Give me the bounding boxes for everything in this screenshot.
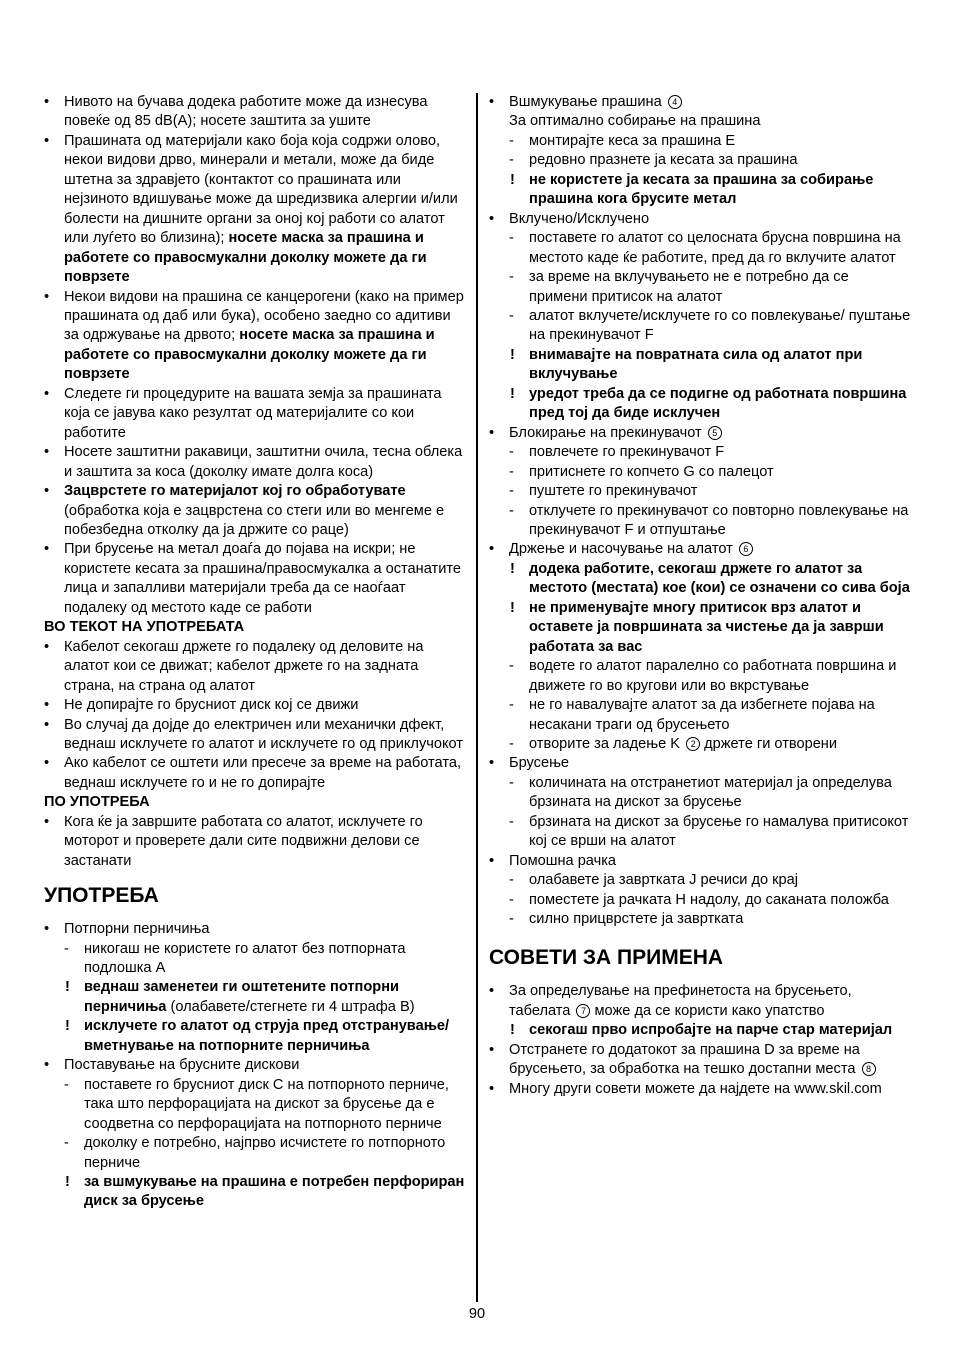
bullet-marker: • <box>44 697 50 714</box>
safety-list <box>44 93 466 871</box>
text-span: Ако кабелот се оштети или пресече за време на работата, веднаш исклучете го и не го допирајте <box>64 755 462 791</box>
text-span: Отстранете го додатокот за прашина D за време на брусењето, за обработка на тешко достапни места <box>509 1041 860 1078</box>
sub-item <box>489 502 911 541</box>
figure-ref-icon: 4 <box>668 95 682 109</box>
bullet-marker: • <box>44 132 50 149</box>
usage-list-continued <box>489 93 911 929</box>
bullet-item <box>489 852 911 871</box>
bullet-item <box>44 696 466 715</box>
text-span: Помошна рачка <box>509 852 617 869</box>
text-span: не применувајте многу притисок врз алатот и оставете ја површината за чистење да ја заврши работата за вас <box>529 599 884 655</box>
sub-item <box>489 910 911 929</box>
bullet-marker: • <box>489 983 495 1000</box>
text-span: отворите за ладење K <box>529 735 685 752</box>
text-span: За определување на префинетоста на брусењето, табелата <box>509 983 852 1019</box>
bullet-marker: • <box>489 1080 495 1097</box>
figure-ref-icon: 7 <box>576 1004 590 1018</box>
sub-item <box>44 1134 466 1173</box>
text-span: поместете ја рачката H надолу, до саканата положба <box>529 891 889 908</box>
sub-item <box>489 229 911 268</box>
text-span: уредот треба да се подигне од работната површина пред тој да биде исклучен <box>529 385 907 422</box>
dash-marker: - <box>509 307 514 324</box>
warning-marker: ! <box>65 979 70 996</box>
warning-item <box>489 599 911 657</box>
dash-marker: - <box>509 152 514 169</box>
dash-marker: - <box>509 269 514 286</box>
section-title-tips: СОВЕТИ ЗА ПРИМЕНА <box>489 946 724 970</box>
warning-marker: ! <box>510 560 515 577</box>
dash-marker: - <box>64 1135 69 1152</box>
dash-marker: - <box>509 658 514 675</box>
sub-item <box>44 940 466 979</box>
bullet-marker: • <box>489 755 495 772</box>
text-span: Блокирање на прекинувачот <box>509 424 706 441</box>
dash-marker: - <box>509 697 514 714</box>
warning-item <box>44 1017 466 1056</box>
bullet-marker: • <box>44 813 50 830</box>
bullet-item <box>44 716 466 755</box>
text-span: поставете го алатот со целосната брусна површина на местото каде ќе работите, пред да го вклучите алатот <box>529 230 901 266</box>
bullet-marker: • <box>44 541 50 558</box>
dash-marker: - <box>509 872 514 889</box>
bullet-marker: • <box>44 444 50 461</box>
bullet-item <box>489 424 911 443</box>
sub-item <box>489 443 911 462</box>
text-span: Нивото на бучава додека работите може да изнесува повеќе од 85 dB(A); носете заштита за ушите <box>64 94 428 130</box>
sub-item <box>489 482 911 501</box>
right-column <box>489 93 911 1099</box>
bullet-item <box>489 982 911 1021</box>
bullet-marker: • <box>44 94 50 110</box>
text-span: Кабелот секогаш држете го подалеку од деловите на алатот кои се движат; кабелот држете го на задната страна, на страна од алатот <box>64 638 424 694</box>
warning-item <box>44 1173 466 1212</box>
dash-marker: - <box>64 1076 69 1093</box>
warning-item <box>489 560 911 599</box>
text-span: (обработка која е зацврстена со стеги или во менгеме е побезбедна отколку да ја држите со раце) <box>64 502 445 538</box>
sub-item <box>489 268 911 307</box>
warning-item <box>489 385 911 424</box>
text-span: Поставување на брусните дискови <box>64 1057 300 1074</box>
text-span: внимавајте на повратната сила од алатот при вклучување <box>529 346 863 383</box>
sub-item <box>489 657 911 696</box>
text-span: Брусење <box>509 755 570 772</box>
sub-item <box>489 891 911 910</box>
bullet-marker: • <box>44 1057 50 1074</box>
bullet-item <box>489 1041 911 1080</box>
bullet-marker: • <box>489 852 495 869</box>
text-span: олабавете ја завртката J речиси до крај <box>529 872 799 889</box>
left-column <box>44 93 466 1212</box>
text-span: Прашината од материјали како боја која содржи олово, некои видови дрво, минерали и метали, може да биде штетна за здравјето (контактот со прашината или нејзиното вдишување може да шредизвика алергии и/или болести на дишните органи за оној кој работи со алатот или луѓето во близина); <box>64 132 458 247</box>
text-span: исклучете го алатот од струја пред отстранување/вметнување на потпорните перничиња <box>84 1018 450 1054</box>
text-span: ПО УПОТРЕБА <box>44 794 150 811</box>
text-span: веднаш заменетеи ги оштетените потпорни перничиња <box>84 979 399 1015</box>
text-span: Некои видови на прашина се канцерогени (како на пример прашината од даб или бука), особено заедно со адитиви за одржување на дрвото; <box>64 288 464 344</box>
tips-list <box>489 982 911 1099</box>
warning-marker: ! <box>510 385 515 402</box>
bullet-marker: • <box>44 921 50 938</box>
bullet-item <box>44 93 466 132</box>
bullet-marker: • <box>44 755 50 772</box>
dash-marker: - <box>509 483 514 500</box>
warning-item <box>489 346 911 385</box>
sub-item <box>44 1076 466 1134</box>
warning-marker: ! <box>510 346 515 363</box>
sub-item <box>489 307 911 346</box>
text-span: секогаш прво испробајте на парче стар материјал <box>529 1022 893 1039</box>
bullet-marker: • <box>44 288 50 305</box>
bullet-item <box>44 813 466 871</box>
sub-item <box>489 151 911 170</box>
text-span: При брусење на метал доаѓа до појава на искри; не користете кесата за прашина/правосмукалка а останатите лица и запалливи материјали треба да се наоѓаат подалеку од местото каде се работи <box>64 541 462 616</box>
subheading <box>44 793 466 812</box>
text-span: носете маска за прашина и работете со правосмукални доколку можете да ги поврзете <box>64 230 427 286</box>
text-span: додека работите, секогаш држете го алатот за местото (местата) кое (кои) се означени со сива боја <box>529 560 910 597</box>
text-span: носете маска за прашина и работете со правосмукални доколку можете да ги поврзете <box>64 327 435 383</box>
text-span: Не допирајте го брусниот диск кој се движи <box>64 697 359 714</box>
bullet-item <box>44 754 466 793</box>
bullet-item <box>44 443 466 482</box>
text-span: (олабавете/стегнете ги 4 штрафа B) <box>166 998 415 1015</box>
bullet-item <box>44 385 466 443</box>
text-span: Кога ќе ја завршите работата со алатот, исклучете го моторот и проверете дали сите подвижни делови се застанати <box>64 813 423 869</box>
bullet-item <box>489 540 911 559</box>
warning-item <box>44 978 466 1017</box>
text-span: Во случај да дојде до електричен или механички дфект, веднаш исклучете го алатот и исклучете го од приклучокот <box>64 716 463 752</box>
bullet-marker: • <box>44 385 50 402</box>
column-divider <box>476 93 478 1302</box>
bullet-marker: • <box>44 483 50 500</box>
sub-item <box>489 735 911 754</box>
bullet-item <box>44 638 466 696</box>
bullet-marker: • <box>489 94 495 110</box>
warning-item <box>489 1021 911 1040</box>
warning-marker: ! <box>65 1018 70 1035</box>
bullet-item <box>489 210 911 229</box>
text-span: притиснете го копчето G со палецот <box>529 463 774 480</box>
text-span: ВО ТЕКОТ НА УПОТРЕБАТА <box>44 619 245 636</box>
bullet-item <box>44 288 466 385</box>
text-span: силно прицврстете ја завртката <box>529 911 744 928</box>
sub-item <box>489 871 911 890</box>
warning-item <box>489 171 911 210</box>
text-span: Држење и насочување на алатот <box>509 541 737 558</box>
bullet-marker: • <box>489 1041 495 1058</box>
dash-marker: - <box>509 444 514 461</box>
bullet-marker: • <box>489 210 495 227</box>
section-title-usage: УПОТРЕБА <box>44 884 159 908</box>
bullet-marker: • <box>44 638 50 655</box>
bullet-item <box>44 482 466 540</box>
bullet-item <box>44 920 466 939</box>
text-span: Многу други совети можете да најдете на www.skil.com <box>509 1080 882 1097</box>
text-span: поставете го брусниот диск C на потпорното перниче, така што перфорацијата на дискот за брусење да е соодветна со перфорацијата на потпорното перниче <box>84 1076 449 1132</box>
bullet-marker: • <box>489 541 495 558</box>
text-span: повлечете го прекинувачот F <box>529 444 725 461</box>
text-span: Носете заштитни ракавици, заштитни очила, тесна облека и заштита за коса (доколку имате долга коса) <box>64 444 463 480</box>
bullet-marker: • <box>489 424 495 441</box>
text-span: никогаш не користете го алатот без потпорната подлошка A <box>84 940 406 977</box>
sub-item <box>489 774 911 813</box>
warning-marker: ! <box>510 171 515 188</box>
sub-item <box>489 463 911 482</box>
text-span: Потпорни перничиња <box>64 921 210 938</box>
text-span: Вклучено/Исклучено <box>509 210 650 227</box>
warning-marker: ! <box>510 599 515 616</box>
bullet-marker: • <box>44 716 50 733</box>
sub-item <box>489 813 911 852</box>
text-span: брзината на дискот за брусење го намалува притисокот кој се врши на алатот <box>529 813 909 850</box>
text-span: пуштете го прекинувачот <box>529 483 698 500</box>
text-span: Вшмукување прашина <box>509 94 666 110</box>
usage-list <box>44 920 466 1212</box>
text-span: Зацврстете го материјалот кој го обработувате <box>64 483 406 500</box>
bullet-item <box>489 93 911 132</box>
dash-marker: - <box>509 230 514 247</box>
text-span: не користете ја кесата за прашина за собирање прашина кога брусите метал <box>529 171 874 208</box>
bullet-item <box>44 540 466 618</box>
figure-ref-icon: 2 <box>686 737 700 751</box>
text-span: монтирајте кеса за прашина E <box>529 132 736 149</box>
text-span: водете го алатот паралелно со работната површина и движете го во кругови или во вкрстување <box>529 658 897 694</box>
warning-marker: ! <box>510 1022 515 1039</box>
warning-marker: ! <box>65 1174 70 1191</box>
text-span: може да се користи како упатство <box>590 1002 825 1019</box>
text-span: не го навалувајте алатот за да избегнете појава на несакани траги од брусењето <box>529 697 875 733</box>
sub-item <box>489 696 911 735</box>
bullet-item <box>489 1080 911 1099</box>
text-span: отклучете го прекинувачот со повторно повлекување на прекинувачот F и отпуштање <box>529 502 909 538</box>
text-span: количината на отстранетиот материјал ја определува брзината на дискот за брусење <box>529 774 892 811</box>
dash-marker: - <box>509 911 514 928</box>
dash-marker: - <box>509 774 514 791</box>
bullet-item <box>44 1056 466 1075</box>
page-number: 90 <box>468 1306 486 1322</box>
text-span: држете ги отворени <box>700 735 838 752</box>
bullet-item <box>489 754 911 773</box>
figure-ref-icon: 5 <box>708 426 722 440</box>
text-span: за време на вклучувањето не е потребно да се примени притисок на алатот <box>529 269 849 305</box>
text-span: редовно празнете ја кесата за прашина <box>529 152 798 169</box>
subheading <box>44 618 466 637</box>
dash-marker: - <box>509 463 514 480</box>
dash-marker: - <box>509 891 514 908</box>
dash-marker: - <box>509 502 514 519</box>
bullet-item <box>44 132 466 288</box>
dash-marker: - <box>509 735 514 752</box>
text-span: Следете ги процедурите на вашата земја за прашината која се јавува како резултат од материјалите со кои работите <box>64 385 442 441</box>
figure-ref-icon: 6 <box>739 542 753 556</box>
figure-ref-icon: 8 <box>862 1062 876 1076</box>
dash-marker: - <box>64 940 69 957</box>
dash-marker: - <box>509 813 514 830</box>
text-span: за вшмукување на прашина е потребен перфориран диск за брусење <box>84 1174 465 1210</box>
text-span: алатот вклучете/исклучете го со повлекување/ пуштање на прекинувачот F <box>529 307 911 344</box>
dash-marker: - <box>509 132 514 149</box>
text-span: доколку е потребно, најпрво исчистете го потпорното перниче <box>84 1135 446 1171</box>
sub-item <box>489 132 911 151</box>
text-span: За оптимално собирање на прашина <box>509 113 761 130</box>
